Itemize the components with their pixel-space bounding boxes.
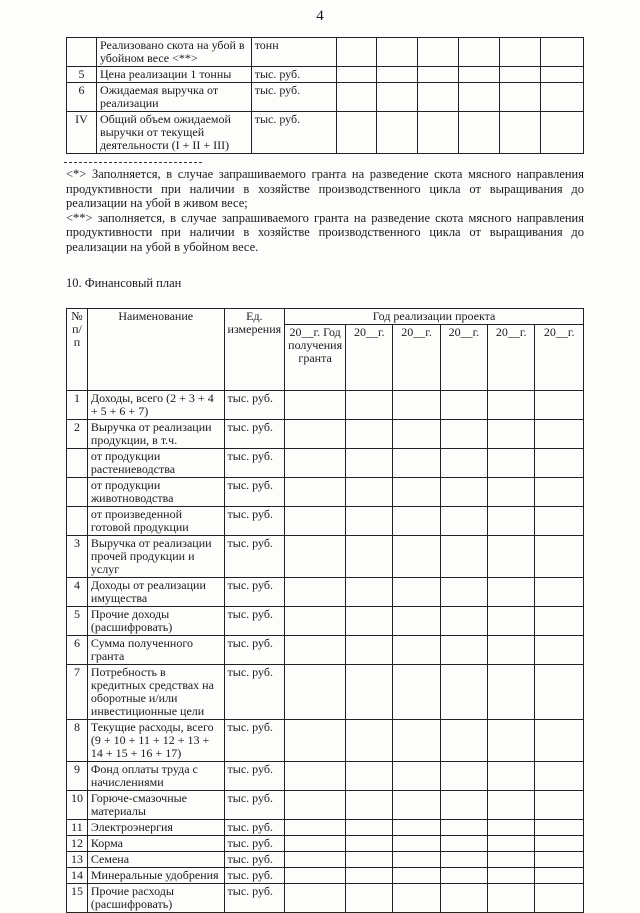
value-cell[interactable] — [440, 820, 487, 836]
footnote-2: <**> заполняется, в случае запрашиваемого гранта на разведение скота мясного направления продуктивности при наличии в хозяйстве производственного цикла от выращивания до реализации на убой в убойном весе. — [66, 210, 584, 254]
value-cell[interactable] — [418, 112, 459, 154]
row-unit: тыс. руб. — [224, 607, 285, 636]
row-unit: тыс. руб. — [224, 720, 285, 762]
row-unit: тыс. руб. — [224, 820, 285, 836]
row-num: 14 — [67, 868, 88, 884]
table-row — [67, 884, 584, 913]
row-name: Электроэнергия — [87, 820, 224, 836]
value-cell[interactable] — [535, 636, 584, 665]
footnote-1: <*> Заполняется, в случае запрашиваемого гранта на разведение скота мясного направления продуктивности при наличии в хозяйстве производственного цикла от выращивания до реализации на убой в живом весе; — [66, 167, 584, 210]
value-cell[interactable] — [535, 665, 584, 720]
row-unit: тыс. руб. — [224, 536, 285, 578]
row-num: 9 — [67, 762, 88, 791]
table-row — [67, 720, 584, 762]
value-cell[interactable] — [488, 762, 535, 791]
value-cell[interactable] — [393, 884, 440, 913]
value-cell[interactable] — [336, 67, 377, 83]
row-name: Сумма полученного гранта — [87, 636, 224, 665]
value-cell[interactable] — [393, 868, 440, 884]
value-cell[interactable] — [535, 478, 584, 507]
value-cell[interactable] — [440, 665, 487, 720]
row-name: Прочие доходы (расшифровать) — [87, 607, 224, 636]
value-cell[interactable] — [285, 420, 346, 449]
table-row — [67, 607, 584, 636]
value-cell[interactable] — [459, 38, 500, 67]
row-unit: тыс. руб. — [224, 636, 285, 665]
value-cell[interactable] — [440, 636, 487, 665]
row-unit: тыс. руб. — [251, 112, 336, 154]
value-cell[interactable] — [440, 536, 487, 578]
value-cell[interactable] — [535, 536, 584, 578]
row-num — [67, 507, 88, 536]
row-unit: тыс. руб. — [224, 791, 285, 820]
header-year-group: Год реализации проекта — [285, 309, 584, 325]
value-cell[interactable] — [285, 507, 346, 536]
row-num: 11 — [67, 820, 88, 836]
row-name: Доходы, всего (2 + 3 + 4 + 5 + 6 + 7) — [87, 391, 224, 420]
table-row — [67, 665, 584, 720]
value-cell[interactable] — [393, 852, 440, 868]
footnote-rule — [64, 162, 202, 163]
value-cell[interactable] — [488, 607, 535, 636]
row-num: IV — [67, 112, 97, 154]
value-cell[interactable] — [393, 391, 440, 420]
row-num: 1 — [67, 391, 88, 420]
value-cell[interactable] — [346, 720, 393, 762]
row-num: 4 — [67, 578, 88, 607]
row-unit: тыс. руб. — [224, 478, 285, 507]
header-name: Наименование — [87, 309, 224, 391]
value-cell[interactable] — [418, 67, 459, 83]
row-unit: тыс. руб. — [224, 578, 285, 607]
value-cell[interactable] — [393, 720, 440, 762]
table-row — [67, 507, 584, 536]
value-cell[interactable] — [393, 762, 440, 791]
value-cell[interactable] — [346, 607, 393, 636]
value-cell[interactable] — [541, 38, 584, 67]
row-name: Доходы от реализации имущества — [87, 578, 224, 607]
row-num: 6 — [67, 636, 88, 665]
value-cell[interactable] — [440, 420, 487, 449]
value-cell[interactable] — [418, 83, 459, 112]
row-unit: тыс. руб. — [251, 67, 336, 83]
value-cell[interactable] — [393, 578, 440, 607]
value-cell[interactable] — [440, 868, 487, 884]
value-cell[interactable] — [285, 791, 346, 820]
value-cell[interactable] — [346, 536, 393, 578]
row-name: Фонд оплаты труда с начислениями — [87, 762, 224, 791]
value-cell[interactable] — [285, 720, 346, 762]
row-unit: тыс. руб. — [224, 449, 285, 478]
table-row — [67, 83, 584, 112]
value-cell[interactable] — [285, 636, 346, 665]
header-year-5: 20__г. — [488, 325, 535, 391]
value-cell[interactable] — [346, 762, 393, 791]
row-num: 13 — [67, 852, 88, 868]
row-name: от продукции животноводства — [87, 478, 224, 507]
value-cell[interactable] — [535, 720, 584, 762]
value-cell[interactable] — [285, 665, 346, 720]
table-row — [67, 578, 584, 607]
value-cell[interactable] — [377, 67, 418, 83]
value-cell[interactable] — [500, 83, 541, 112]
value-cell[interactable] — [393, 791, 440, 820]
table-row — [67, 852, 584, 868]
value-cell[interactable] — [346, 391, 393, 420]
value-cell[interactable] — [488, 665, 535, 720]
row-name: Общий объем ожидаемой выручки от текущей деятельности (I + II + III) — [96, 112, 251, 154]
value-cell[interactable] — [500, 112, 541, 154]
row-unit: тонн — [251, 38, 336, 67]
header-year-3: 20__г. — [393, 325, 440, 391]
value-cell[interactable] — [500, 67, 541, 83]
value-cell[interactable] — [440, 720, 487, 762]
value-cell[interactable] — [459, 112, 500, 154]
value-cell[interactable] — [488, 420, 535, 449]
value-cell[interactable] — [535, 820, 584, 836]
table-row — [67, 38, 584, 67]
row-unit: тыс. руб. — [224, 665, 285, 720]
row-name: Корма — [87, 836, 224, 852]
financial-plan-table — [66, 308, 584, 913]
table-row — [67, 420, 584, 449]
page-number: 4 — [316, 8, 324, 24]
row-name: от произведенной готовой продукции — [87, 507, 224, 536]
row-name: Горюче-смазочные материалы — [87, 791, 224, 820]
value-cell[interactable] — [488, 578, 535, 607]
value-cell[interactable] — [346, 836, 393, 852]
value-cell[interactable] — [440, 449, 487, 478]
value-cell[interactable] — [440, 607, 487, 636]
value-cell[interactable] — [285, 836, 346, 852]
value-cell[interactable] — [346, 578, 393, 607]
value-cell[interactable] — [440, 836, 487, 852]
row-num: 12 — [67, 836, 88, 852]
value-cell[interactable] — [393, 536, 440, 578]
row-num: 15 — [67, 884, 88, 913]
value-cell[interactable] — [488, 868, 535, 884]
value-cell[interactable] — [285, 578, 346, 607]
row-name: Потребность в кредитных средствах на оборотные и/или инвестиционные цели — [87, 665, 224, 720]
value-cell[interactable] — [488, 507, 535, 536]
value-cell[interactable] — [535, 391, 584, 420]
row-unit: тыс. руб. — [224, 884, 285, 913]
table-row — [67, 536, 584, 578]
value-cell[interactable] — [393, 607, 440, 636]
row-name: Цена реализации 1 тонны — [96, 67, 251, 83]
value-cell[interactable] — [488, 720, 535, 762]
value-cell[interactable] — [440, 884, 487, 913]
value-cell[interactable] — [488, 884, 535, 913]
table-row — [67, 478, 584, 507]
table-row — [67, 868, 584, 884]
row-num: 7 — [67, 665, 88, 720]
footnotes — [66, 167, 584, 254]
value-cell[interactable] — [285, 607, 346, 636]
value-cell[interactable] — [488, 636, 535, 665]
value-cell[interactable] — [440, 852, 487, 868]
value-cell[interactable] — [346, 636, 393, 665]
value-cell[interactable] — [459, 83, 500, 112]
table-row — [67, 636, 584, 665]
row-name: от продукции растениеводства — [87, 449, 224, 478]
value-cell[interactable] — [377, 112, 418, 154]
row-num: 10 — [67, 791, 88, 820]
value-cell[interactable] — [535, 507, 584, 536]
row-num: 5 — [67, 67, 97, 83]
row-name: Ожидаемая выручка от реализации — [96, 83, 251, 112]
value-cell[interactable] — [393, 449, 440, 478]
row-name: Выручка от реализации продукции, в т.ч. — [87, 420, 224, 449]
row-unit: тыс. руб. — [251, 83, 336, 112]
row-unit: тыс. руб. — [224, 507, 285, 536]
value-cell[interactable] — [393, 820, 440, 836]
value-cell[interactable] — [393, 478, 440, 507]
value-cell[interactable] — [541, 83, 584, 112]
value-cell[interactable] — [285, 449, 346, 478]
value-cell[interactable] — [377, 38, 418, 67]
row-num — [67, 478, 88, 507]
value-cell[interactable] — [488, 449, 535, 478]
value-cell[interactable] — [285, 536, 346, 578]
value-cell[interactable] — [346, 478, 393, 507]
row-num: 8 — [67, 720, 88, 762]
row-name: Реализовано скота на убой в убойном весе <**> — [96, 38, 251, 67]
row-unit: тыс. руб. — [224, 391, 285, 420]
value-cell[interactable] — [541, 67, 584, 83]
value-cell[interactable] — [346, 420, 393, 449]
value-cell[interactable] — [535, 449, 584, 478]
value-cell[interactable] — [285, 820, 346, 836]
value-cell[interactable] — [285, 884, 346, 913]
value-cell[interactable] — [440, 762, 487, 791]
top-table — [66, 37, 584, 154]
value-cell[interactable] — [393, 507, 440, 536]
value-cell[interactable] — [346, 852, 393, 868]
header-year-6: 20__г. — [535, 325, 584, 391]
row-unit: тыс. руб. — [224, 762, 285, 791]
value-cell[interactable] — [440, 478, 487, 507]
value-cell[interactable] — [535, 607, 584, 636]
row-unit: тыс. руб. — [224, 836, 285, 852]
value-cell[interactable] — [285, 762, 346, 791]
value-cell[interactable] — [535, 836, 584, 852]
row-name: Выручка от реализации прочей продукции и услуг — [87, 536, 224, 578]
table-row — [67, 67, 584, 83]
value-cell[interactable] — [535, 420, 584, 449]
value-cell[interactable] — [440, 578, 487, 607]
value-cell[interactable] — [488, 791, 535, 820]
row-unit: тыс. руб. — [224, 852, 285, 868]
value-cell[interactable] — [488, 836, 535, 852]
header-unit: Ед. измерения — [224, 309, 285, 391]
value-cell[interactable] — [488, 820, 535, 836]
value-cell[interactable] — [535, 884, 584, 913]
value-cell[interactable] — [346, 868, 393, 884]
value-cell[interactable] — [393, 636, 440, 665]
value-cell[interactable] — [535, 791, 584, 820]
value-cell[interactable] — [393, 665, 440, 720]
value-cell[interactable] — [500, 38, 541, 67]
row-num — [67, 38, 97, 67]
value-cell[interactable] — [336, 38, 377, 67]
table-row — [67, 391, 584, 420]
row-num: 5 — [67, 607, 88, 636]
row-name: Семена — [87, 852, 224, 868]
value-cell[interactable] — [346, 507, 393, 536]
table-row — [67, 449, 584, 478]
row-name: Прочие расходы (расшифровать) — [87, 884, 224, 913]
value-cell[interactable] — [535, 852, 584, 868]
value-cell[interactable] — [346, 884, 393, 913]
row-num: 2 — [67, 420, 88, 449]
value-cell[interactable] — [440, 791, 487, 820]
value-cell[interactable] — [393, 836, 440, 852]
value-cell[interactable] — [488, 536, 535, 578]
value-cell[interactable] — [285, 852, 346, 868]
table-row — [67, 112, 584, 154]
value-cell[interactable] — [535, 868, 584, 884]
section-title: 10. Финансовый план — [66, 276, 182, 290]
value-cell[interactable] — [459, 67, 500, 83]
value-cell[interactable] — [346, 820, 393, 836]
value-cell[interactable] — [346, 665, 393, 720]
value-cell[interactable] — [418, 38, 459, 67]
row-unit: тыс. руб. — [224, 868, 285, 884]
header-num: № п/п — [67, 309, 88, 391]
header-year-1: 20__г. Год получения гранта — [285, 325, 346, 391]
value-cell[interactable] — [285, 478, 346, 507]
value-cell[interactable] — [535, 762, 584, 791]
row-num: 6 — [67, 83, 97, 112]
table-row — [67, 791, 584, 820]
value-cell[interactable] — [336, 112, 377, 154]
row-name: Текущие расходы, всего (9 + 10 + 11 + 12 + 13 + 14 + 15 + 16 + 17) — [87, 720, 224, 762]
value-cell[interactable] — [346, 449, 393, 478]
header-year-2: 20__г. — [346, 325, 393, 391]
header-year-4: 20__г. — [440, 325, 487, 391]
value-cell[interactable] — [440, 507, 487, 536]
value-cell[interactable] — [285, 868, 346, 884]
table-row — [67, 836, 584, 852]
row-name: Минеральные удобрения — [87, 868, 224, 884]
value-cell[interactable] — [488, 852, 535, 868]
value-cell[interactable] — [377, 83, 418, 112]
value-cell[interactable] — [285, 391, 346, 420]
value-cell[interactable] — [440, 391, 487, 420]
table-row — [67, 820, 584, 836]
table-row — [67, 762, 584, 791]
value-cell[interactable] — [488, 478, 535, 507]
value-cell[interactable] — [336, 83, 377, 112]
row-num — [67, 449, 88, 478]
value-cell[interactable] — [346, 791, 393, 820]
value-cell[interactable] — [488, 391, 535, 420]
row-unit: тыс. руб. — [224, 420, 285, 449]
value-cell[interactable] — [541, 112, 584, 154]
value-cell[interactable] — [535, 578, 584, 607]
row-num: 3 — [67, 536, 88, 578]
value-cell[interactable] — [393, 420, 440, 449]
